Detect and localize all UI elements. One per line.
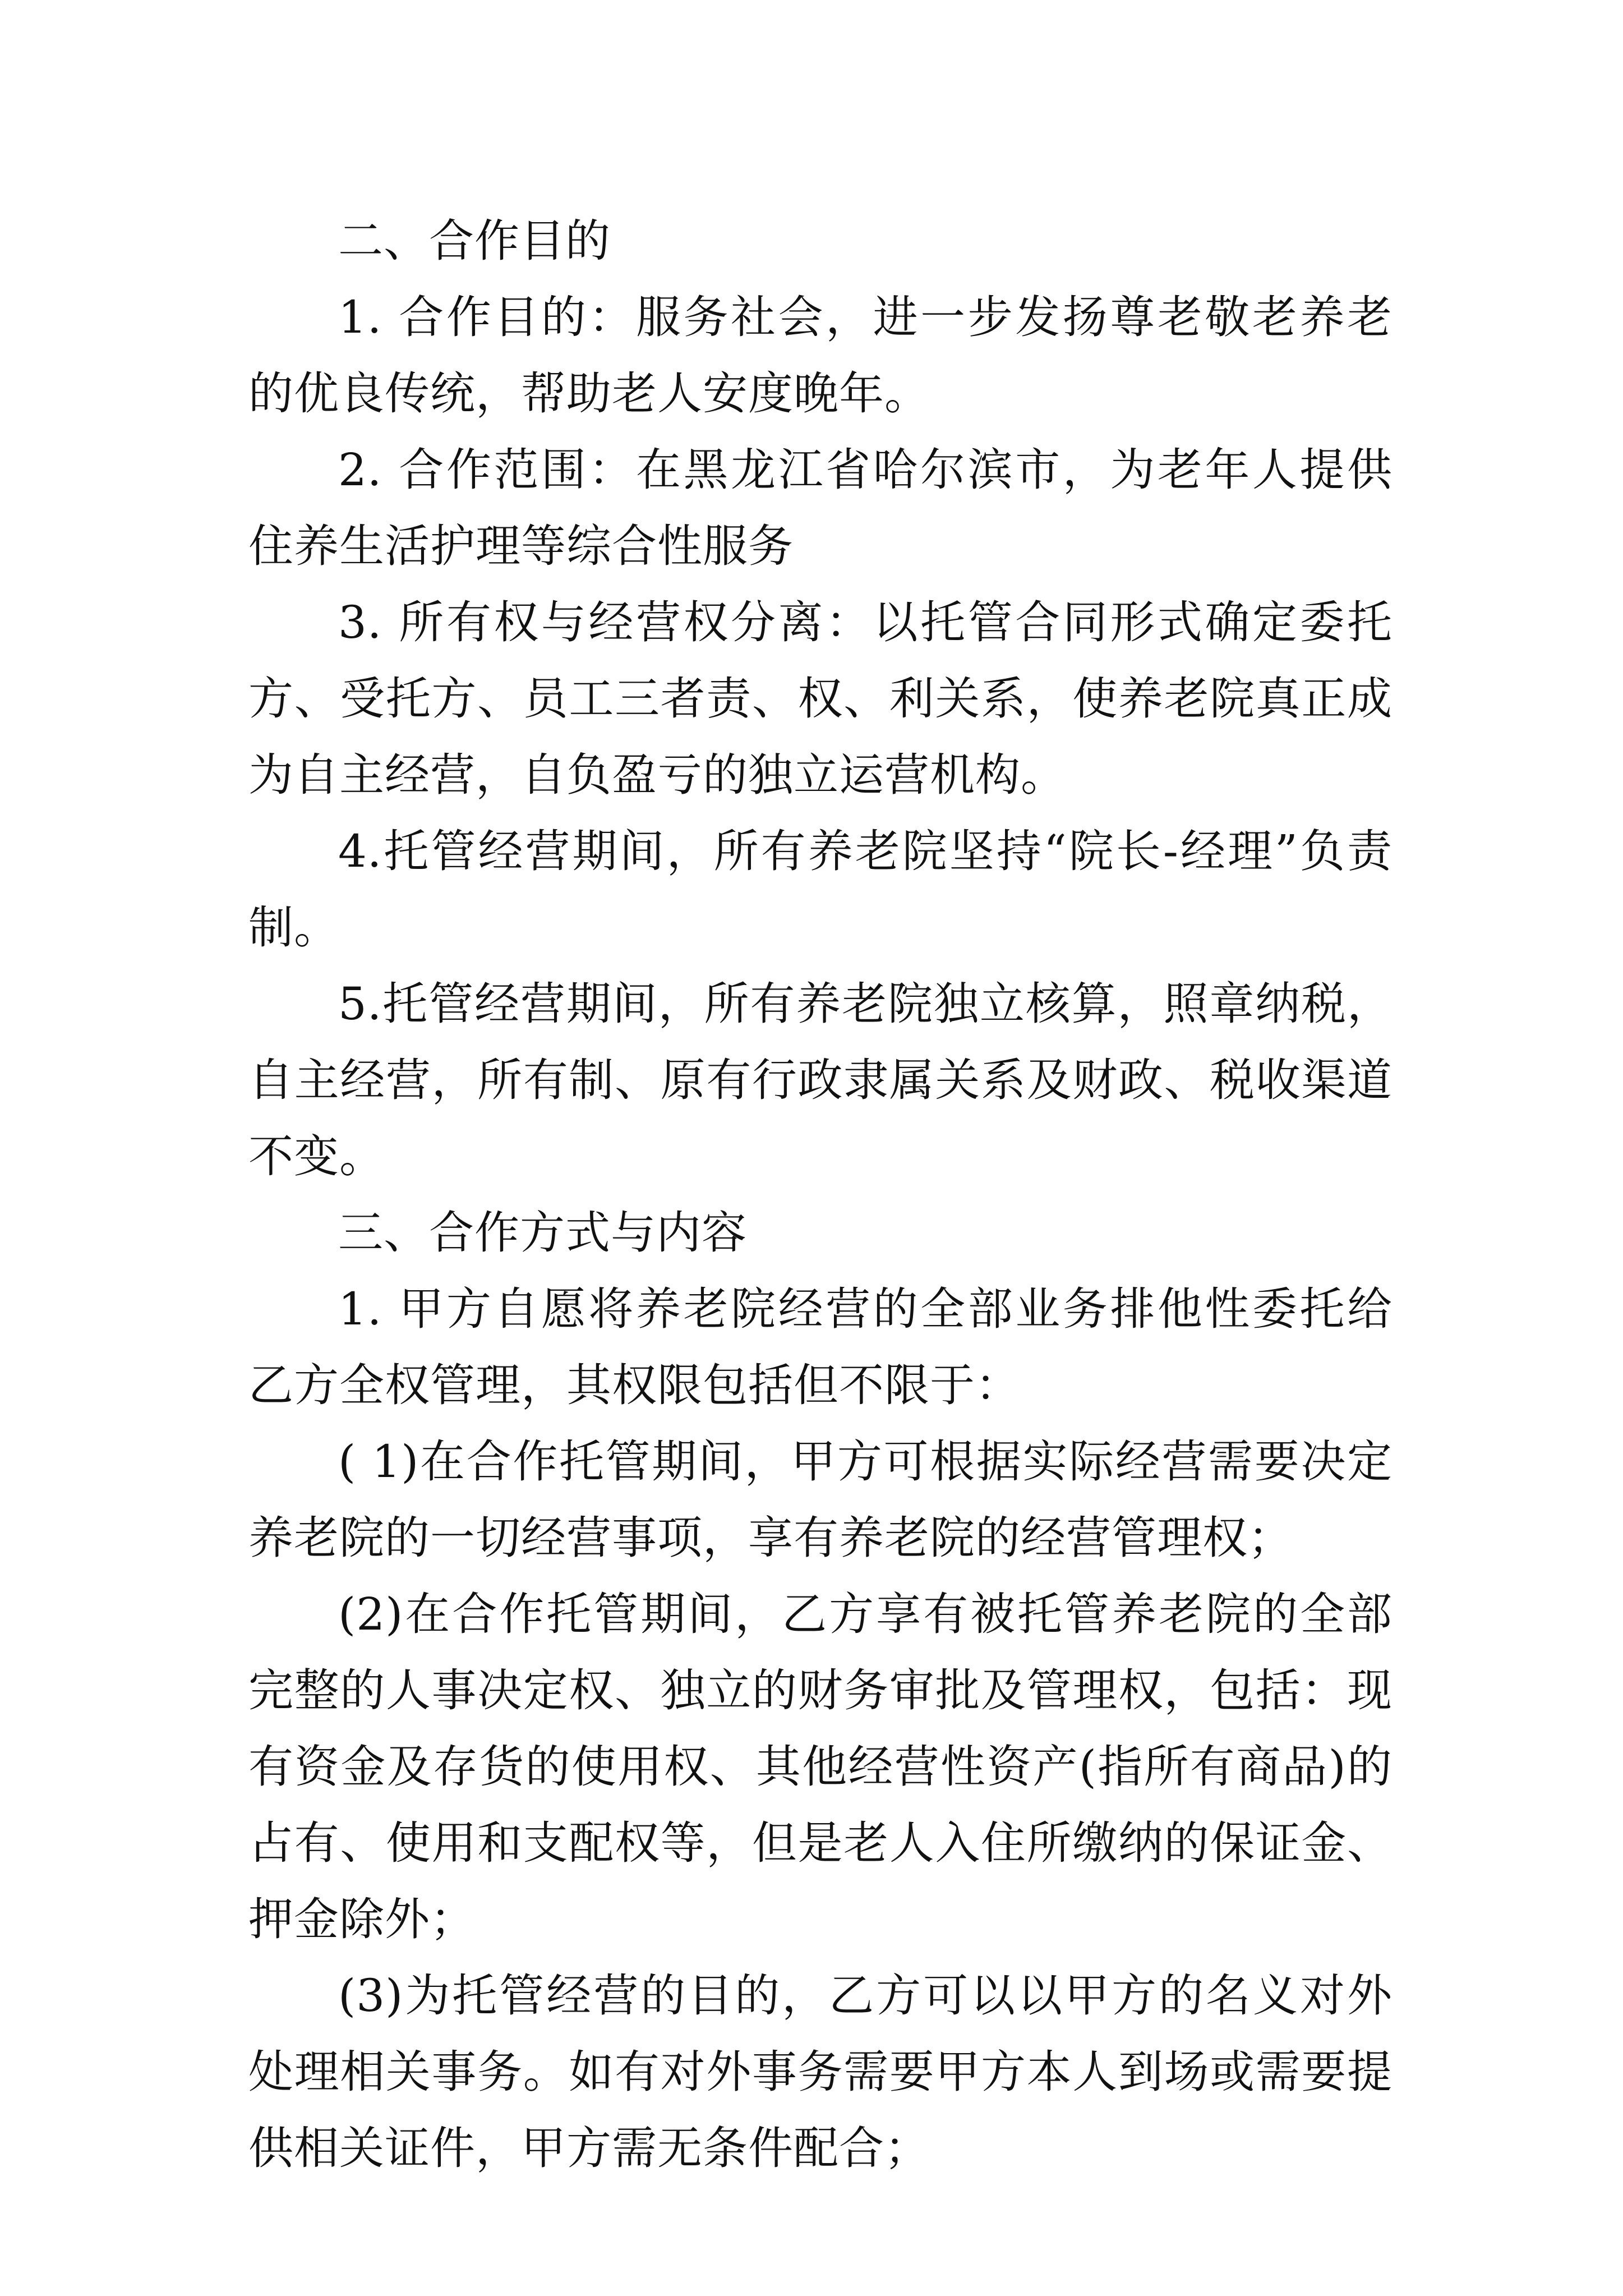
paragraph-director-responsibility: 4.托管经营期间，所有养老院坚持“院长-经理”负责制。 bbox=[248, 825, 1393, 954]
section-heading-method: 三、合作方式与内容 bbox=[338, 1207, 747, 1259]
paragraph-independent-accounting: 5.托管经营期间，所有养老院独立核算，照章纳税，自主经营，所有制、原有行政隶属关系及财政、税收渠道不变。 bbox=[248, 978, 1393, 1182]
paragraph-separation-of-rights: 3. 所有权与经营权分离：以托管合同形式确定委托方、受托方、员工三者责、权、利关系，使养老院真正成为自主经营，自负盈亏的独立运营机构。 bbox=[248, 596, 1393, 801]
section-heading-purpose: 二、合作目的 bbox=[338, 215, 611, 267]
paragraph-purpose: 1. 合作目的：服务社会，进一步发扬尊老敬老养老的优良传统，帮助老人安度晚年。 bbox=[248, 291, 1393, 420]
document-body bbox=[248, 203, 1393, 2187]
paragraph-item-3: (3)为托管经营的目的，乙方可以以甲方的名义对外处理相关事务。如有对外事务需要甲方本人到场或需要提供相关证件，甲方需无条件配合； bbox=[248, 1970, 1393, 2174]
paragraph-item-1: ( 1)在合作托管期间，甲方可根据实际经营需要决定养老院的一切经营事项，享有养老院的经营管理权； bbox=[248, 1435, 1393, 1564]
paragraph-scope: 2. 合作范围：在黑龙江省哈尔滨市，为老年人提供住养生活护理等综合性服务 bbox=[248, 444, 1393, 572]
paragraph-entrustment: 1. 甲方自愿将养老院经营的全部业务排他性委托给乙方全权管理，其权限包括但不限于： bbox=[248, 1283, 1393, 1411]
paragraph-item-2: (2)在合作托管期间，乙方享有被托管养老院的全部完整的人事决定权、独立的财务审批及管理权，包括：现有资金及存货的使用权、其他经营性资产(指所有商品)的占有、使用和支配权等，但是老人入住所缴纳的保证金、押金除外； bbox=[248, 1588, 1393, 1945]
